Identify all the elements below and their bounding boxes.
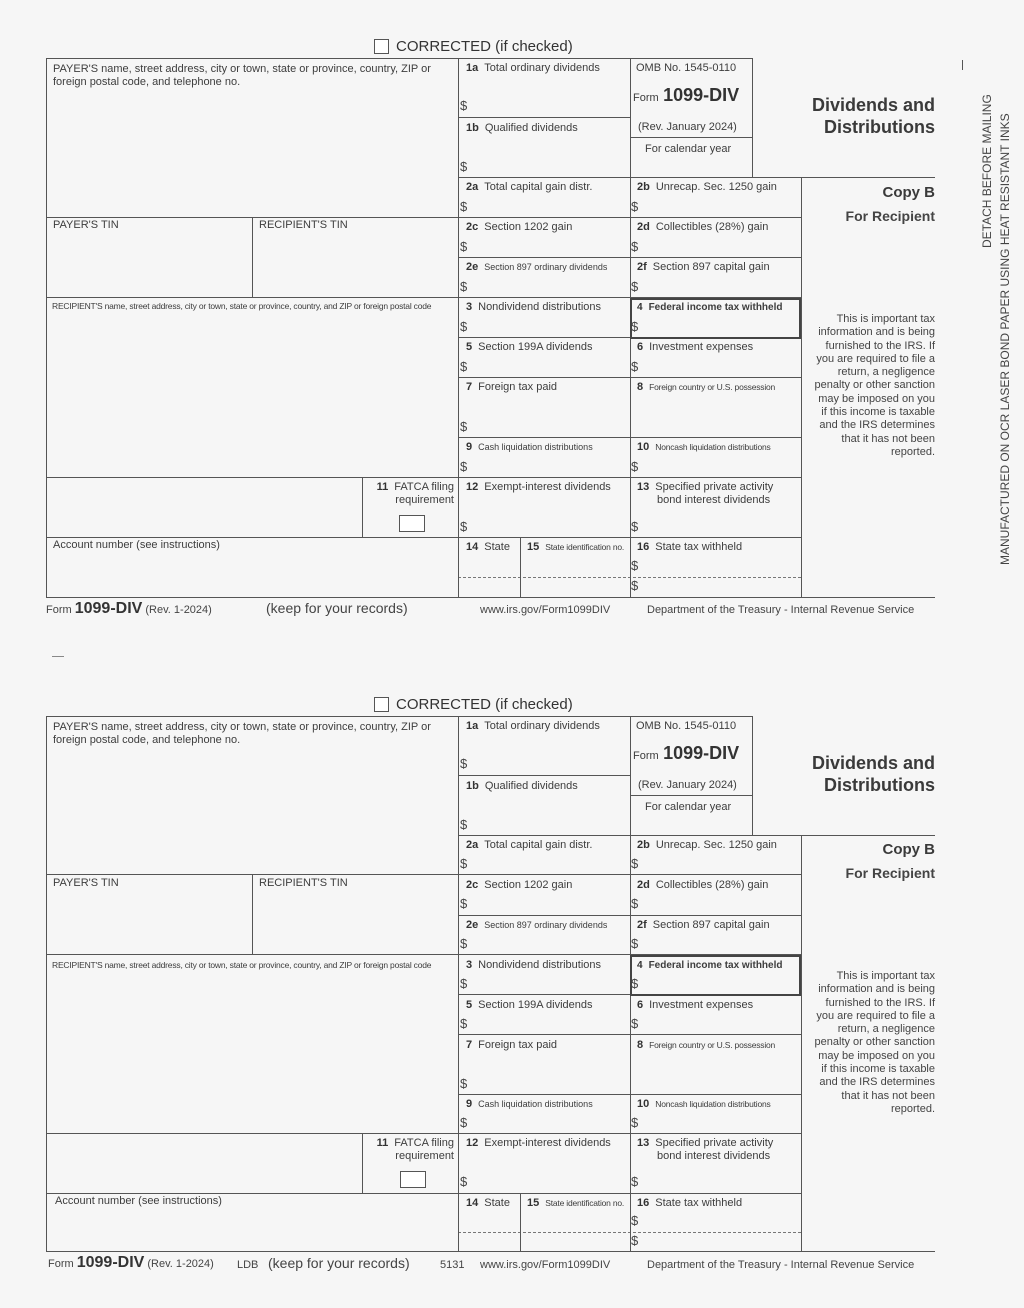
box-3-dollar: $ bbox=[460, 319, 468, 334]
box-1a-dollar: $ bbox=[460, 756, 468, 771]
form-title: Dividends and Distributions bbox=[811, 95, 935, 137]
line bbox=[46, 1193, 801, 1194]
box-13-label: 13 Specified private activity bond interest dividends bbox=[637, 1137, 774, 1162]
box-4-label: 4 Federal income tax withheld bbox=[637, 960, 783, 971]
form-name-block: Form 1099-DIV bbox=[633, 743, 740, 763]
line bbox=[46, 537, 801, 538]
box-2c-dollar: $ bbox=[460, 896, 468, 911]
form-name-block: Form 1099-DIV bbox=[633, 85, 740, 105]
footer-url: www.irs.gov/Form1099DIV bbox=[480, 604, 611, 616]
payer-name-label: PAYER'S name, street address, city or town, state or province, country, ZIP or foreign postal code, and telephone no. bbox=[53, 63, 431, 88]
box-2c-label: 2c Section 1202 gain bbox=[466, 879, 573, 891]
line bbox=[458, 716, 459, 1251]
footer-keep-records: (keep for your records) bbox=[266, 600, 408, 616]
separator-mark bbox=[52, 656, 64, 657]
box-14-label: 14 State bbox=[466, 1197, 510, 1209]
box-2d-label: 2d Collectibles (28%) gain bbox=[637, 221, 769, 233]
box-1a-label: 1a Total ordinary dividends bbox=[466, 720, 600, 732]
footer-ldb: LDB bbox=[237, 1259, 259, 1271]
box-7-label: 7 Foreign tax paid bbox=[466, 381, 558, 393]
line bbox=[46, 716, 47, 1251]
fatca-checkbox[interactable] bbox=[400, 1171, 426, 1188]
box-14-label: 14 State bbox=[466, 541, 510, 553]
fatca-label: 11 FATCA filing requirement bbox=[376, 481, 454, 506]
line bbox=[520, 1193, 521, 1251]
line bbox=[801, 177, 802, 597]
box-3-label: 3 Nondividend distributions bbox=[466, 959, 602, 971]
fatca-label: 11 FATCA filing requirement bbox=[376, 1137, 454, 1162]
box-9-label: 9 Cash liquidation distributions bbox=[466, 441, 593, 453]
box-5-label: 5 Section 199A dividends bbox=[466, 341, 593, 353]
box-1b-dollar: $ bbox=[460, 159, 468, 174]
line bbox=[46, 1133, 801, 1134]
recipient-tin-label: RECIPIENT'S TIN bbox=[259, 219, 348, 231]
line bbox=[252, 217, 253, 297]
line bbox=[46, 58, 752, 59]
box-2b-label: 2b Unrecap. Sec. 1250 gain bbox=[637, 181, 777, 193]
for-recipient-label: For Recipient bbox=[845, 208, 935, 224]
payer-tin-label: PAYER'S TIN bbox=[53, 219, 119, 231]
box-7-dollar: $ bbox=[460, 419, 468, 434]
line bbox=[520, 537, 521, 597]
calendar-year-label: For calendar year bbox=[645, 143, 732, 155]
box-16-dollar-1: $ bbox=[631, 558, 639, 573]
box-2c-dollar: $ bbox=[460, 239, 468, 254]
recipient-name-label: RECIPIENT'S name, street address, city or town, state or province, country, and ZIP or foreign postal code bbox=[52, 960, 432, 970]
side-text-detach: DETACH BEFORE MAILING bbox=[980, 94, 994, 248]
line bbox=[46, 716, 752, 717]
box-2a-label: 2a Total capital gain distr. bbox=[466, 181, 593, 193]
line bbox=[46, 477, 801, 478]
box-2a-dollar: $ bbox=[460, 199, 468, 214]
box-15-label: 15 State identification no. bbox=[527, 541, 625, 553]
line bbox=[752, 58, 753, 177]
footer-form-id: Form 1099-DIV (Rev. 1-2024) bbox=[48, 1254, 214, 1271]
box-2b-label: 2b Unrecap. Sec. 1250 gain bbox=[637, 839, 777, 851]
corrected-checkbox-row[interactable] bbox=[374, 38, 573, 55]
box-15-label: 15 State identification no. bbox=[527, 1197, 625, 1209]
payer-name-label: PAYER'S name, street address, city or town, state or province, country, ZIP or foreign postal code, and telephone no. bbox=[53, 721, 431, 746]
line bbox=[458, 58, 459, 597]
box-6-label: 6 Investment expenses bbox=[637, 341, 754, 353]
box-4-dollar: $ bbox=[631, 976, 639, 991]
box-7-label: 7 Foreign tax paid bbox=[466, 1039, 558, 1051]
copy-b-label: Copy B bbox=[882, 841, 935, 858]
recipient-name-label: RECIPIENT'S name, street address, city or town, state or province, country, and ZIP or foreign postal code bbox=[52, 301, 432, 311]
box-10-dollar: $ bbox=[631, 459, 639, 474]
box-6-dollar: $ bbox=[631, 1016, 639, 1031]
box-12-dollar: $ bbox=[460, 1174, 468, 1189]
line bbox=[46, 58, 47, 597]
box-4-dollar: $ bbox=[631, 319, 639, 334]
copy-b-label: Copy B bbox=[882, 184, 935, 201]
line bbox=[46, 597, 935, 598]
footer-url: www.irs.gov/Form1099DIV bbox=[480, 1259, 611, 1271]
box-12-label: 12 Exempt-interest dividends bbox=[466, 481, 611, 493]
side-text-manufactured: MANUFACTURED ON OCR LASER BOND PAPER USING HEAT RESISTANT INKS bbox=[998, 113, 1012, 565]
box-5-label: 5 Section 199A dividends bbox=[466, 999, 593, 1011]
important-tax-notice: This is important tax information and is being furnished to the IRS. If you are required to file a return, a negligence penalty or other sanction may be imposed on you if this income is taxable and the IRS determines that it has not been reported. bbox=[814, 970, 935, 1115]
box-13-dollar: $ bbox=[631, 519, 639, 534]
payer-tin-label: PAYER'S TIN bbox=[53, 877, 119, 889]
box-2d-dollar: $ bbox=[631, 239, 639, 254]
box-7-dollar: $ bbox=[460, 1076, 468, 1091]
box-2f-dollar: $ bbox=[631, 936, 639, 951]
important-tax-notice: This is important tax information and is being furnished to the IRS. If you are required to file a return, a negligence penalty or other sanction may be imposed on you if this income is taxable and the IRS determines that it has not been reported. bbox=[814, 313, 935, 458]
box-8-label: 8 Foreign country or U.S. possession bbox=[637, 381, 776, 393]
box-13-dollar: $ bbox=[631, 1174, 639, 1189]
box-9-dollar: $ bbox=[460, 459, 468, 474]
footer-keep-records: (keep for your records) bbox=[268, 1255, 410, 1271]
box-3-label: 3 Nondividend distributions bbox=[466, 301, 602, 313]
fatca-checkbox[interactable] bbox=[399, 515, 425, 532]
corrected-label: CORRECTED (if checked) bbox=[396, 38, 573, 55]
box-2a-label: 2a Total capital gain distr. bbox=[466, 839, 593, 851]
line bbox=[630, 137, 752, 138]
box-2f-label: 2f Section 897 capital gain bbox=[637, 261, 770, 273]
line bbox=[46, 217, 801, 218]
box-16-dollar-1: $ bbox=[631, 1213, 639, 1228]
box-2d-dollar: $ bbox=[631, 896, 639, 911]
box-10-label: 10 Noncash liquidation distributions bbox=[637, 441, 771, 453]
footer-department: Department of the Treasury - Internal Revenue Service bbox=[647, 1259, 915, 1271]
box-2e-label: 2e Section 897 ordinary dividends bbox=[466, 919, 608, 931]
omb-number: OMB No. 1545-0110 bbox=[636, 62, 737, 74]
footer-form-id: Form 1099-DIV (Rev. 1-2024) bbox=[46, 600, 212, 617]
corrected-label: CORRECTED (if checked) bbox=[396, 696, 573, 713]
revision-date: (Rev. January 2024) bbox=[638, 779, 737, 791]
line bbox=[458, 117, 630, 118]
box-12-label: 12 Exempt-interest dividends bbox=[466, 1137, 611, 1149]
calendar-year-label: For calendar year bbox=[645, 801, 732, 813]
box-16-label: 16 State tax withheld bbox=[637, 1197, 743, 1209]
box-2b-dollar: $ bbox=[631, 199, 639, 214]
box-1a-label: 1a Total ordinary dividends bbox=[466, 62, 600, 74]
box-2e-dollar: $ bbox=[460, 279, 468, 294]
box-9-dollar: $ bbox=[460, 1115, 468, 1130]
box-8-label: 8 Foreign country or U.S. possession bbox=[637, 1039, 776, 1051]
form-title: Dividends and Distributions bbox=[811, 753, 935, 795]
box-2a-dollar: $ bbox=[460, 856, 468, 871]
box-9-label: 9 Cash liquidation distributions bbox=[466, 1098, 593, 1110]
account-number-label: Account number (see instructions) bbox=[55, 1195, 222, 1207]
corrected-checkbox[interactable] bbox=[374, 39, 389, 54]
box-2f-dollar: $ bbox=[631, 279, 639, 294]
box-13-label: 13 Specified private activity bond interest dividends bbox=[637, 481, 774, 506]
recipient-tin-label: RECIPIENT'S TIN bbox=[259, 877, 348, 889]
box-12-dollar: $ bbox=[460, 519, 468, 534]
box-2e-dollar: $ bbox=[460, 936, 468, 951]
form-copy-bottom bbox=[0, 658, 1024, 1298]
line bbox=[46, 1251, 935, 1252]
box-1b-label: 1b Qualified dividends bbox=[466, 122, 578, 134]
box-10-label: 10 Noncash liquidation distributions bbox=[637, 1098, 771, 1110]
box-5-dollar: $ bbox=[460, 1016, 468, 1031]
line bbox=[362, 477, 363, 537]
box-16-dollar-2: $ bbox=[631, 578, 639, 593]
revision-date: (Rev. January 2024) bbox=[638, 121, 737, 133]
line bbox=[458, 177, 935, 178]
footer-code: 5131 bbox=[440, 1259, 465, 1271]
line bbox=[252, 874, 253, 954]
line bbox=[752, 716, 753, 835]
footer-department: Department of the Treasury - Internal Revenue Service bbox=[647, 604, 915, 616]
line bbox=[362, 1133, 363, 1193]
box-16-dollar-2: $ bbox=[631, 1233, 639, 1248]
line bbox=[801, 835, 802, 1251]
box-2e-label: 2e Section 897 ordinary dividends bbox=[466, 261, 608, 273]
box-1b-label: 1b Qualified dividends bbox=[466, 780, 578, 792]
box-1b-dollar: $ bbox=[460, 817, 468, 832]
line bbox=[46, 874, 801, 875]
box-2d-label: 2d Collectibles (28%) gain bbox=[637, 879, 769, 891]
box-1a-dollar: $ bbox=[460, 98, 468, 113]
box-2f-label: 2f Section 897 capital gain bbox=[637, 919, 770, 931]
box-4-label: 4 Federal income tax withheld bbox=[637, 302, 783, 313]
box-6-dollar: $ bbox=[631, 359, 639, 374]
box-16-label: 16 State tax withheld bbox=[637, 541, 743, 553]
corrected-checkbox-row[interactable] bbox=[374, 696, 573, 713]
corrected-checkbox[interactable] bbox=[374, 697, 389, 712]
box-5-dollar: $ bbox=[460, 359, 468, 374]
box-3-dollar: $ bbox=[460, 976, 468, 991]
for-recipient-label: For Recipient bbox=[845, 865, 935, 881]
box-10-dollar: $ bbox=[631, 1115, 639, 1130]
line bbox=[458, 835, 935, 836]
line bbox=[630, 795, 752, 796]
box-2c-label: 2c Section 1202 gain bbox=[466, 221, 573, 233]
box-6-label: 6 Investment expenses bbox=[637, 999, 754, 1011]
box-2b-dollar: $ bbox=[631, 856, 639, 871]
account-number-label: Account number (see instructions) bbox=[53, 539, 220, 551]
omb-number: OMB No. 1545-0110 bbox=[636, 720, 737, 732]
line bbox=[458, 775, 630, 776]
form-copy-top bbox=[0, 0, 1024, 640]
